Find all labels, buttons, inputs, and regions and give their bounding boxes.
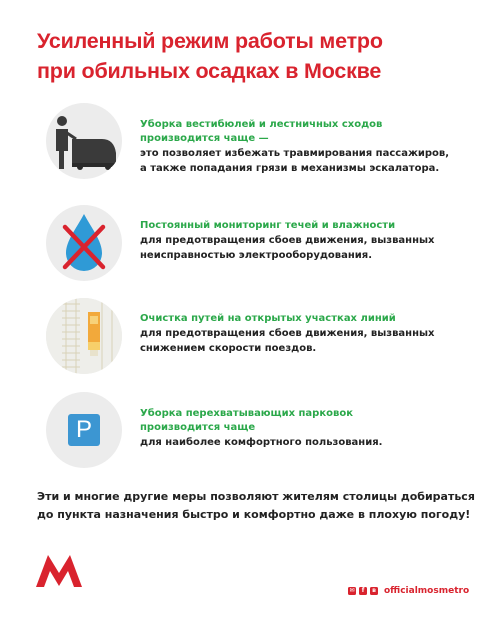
page-title <box>37 26 457 86</box>
social-links <box>348 585 469 597</box>
cleaning-machine-icon <box>46 103 122 179</box>
social-handle[interactable]: officialmosmetro <box>384 586 470 596</box>
measure-headline: Уборка перехватывающих парковок производится чаще <box>140 408 353 433</box>
facebook-icon[interactable]: f <box>359 587 367 595</box>
measure-description: для предотвращения сбоев движения, вызванных снижением скорости поездов. <box>140 328 435 354</box>
measure-headline: Постоянный мониторинг течей и влажности <box>140 220 396 231</box>
measure-item-parking <box>0 392 483 472</box>
measure-description: это позволяет избежать травмирования пассажиров, а также попадания грязи в механизмы эскалатора. <box>140 148 450 174</box>
moscow-metro-logo <box>36 555 82 593</box>
measure-description: для наиболее комфортного пользования. <box>140 437 383 448</box>
measure-headline: Очистка путей на открытых участках линий <box>140 313 396 324</box>
water-drop-crossed-icon <box>46 205 122 281</box>
parking-letter: P <box>75 416 92 443</box>
track-cleaning-icon <box>46 298 122 374</box>
measure-description: для предотвращения сбоев движения, вызванных неисправностью электрооборудования. <box>140 235 435 261</box>
measure-headline: Уборка вестибюлей и лестничных сходов производится чаще — <box>140 119 383 144</box>
page-title-line-2: при обильных осадках в Москве <box>37 59 382 83</box>
measure-item-tracks <box>0 298 483 378</box>
measure-item-monitoring <box>0 205 483 285</box>
measure-item-cleaning <box>0 103 483 183</box>
page-title-line-1: Усиленный режим работы метро <box>37 29 383 53</box>
vk-icon[interactable]: в <box>370 587 378 595</box>
parking-icon <box>46 392 122 468</box>
mail-icon[interactable]: ✉ <box>349 587 355 594</box>
closing-statement: Эти и многие другие меры позволяют жителям столицы добираться до пункта назначения быстро и комфортно даже в плохую погоду! <box>37 490 475 521</box>
